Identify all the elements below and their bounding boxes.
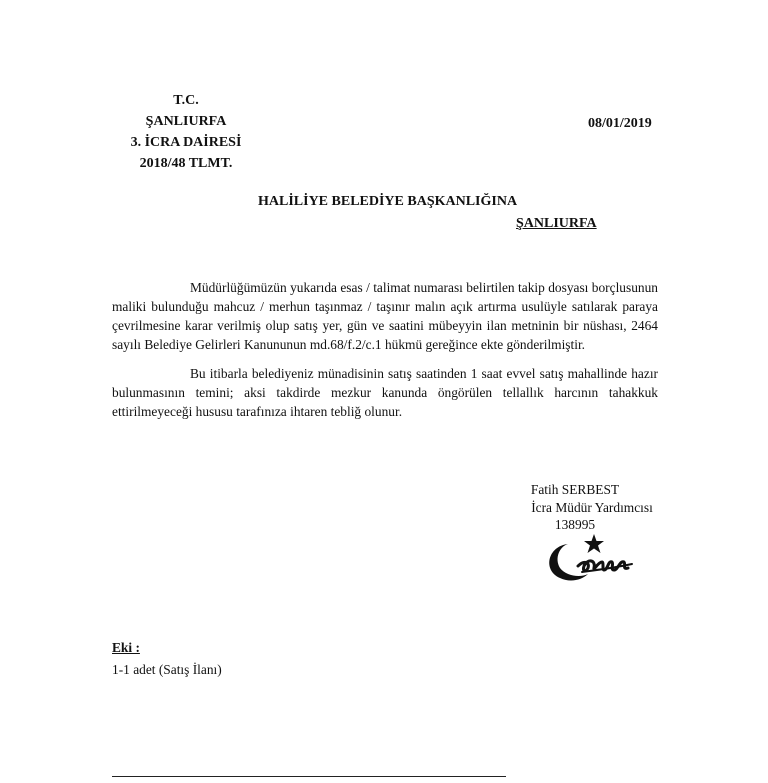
document-date: 08/01/2019 xyxy=(588,116,652,131)
signatory-registry-number: 138995 xyxy=(554,517,596,532)
recipient-name: HALİLİYE BELEDİYE BAŞKANLIĞINA xyxy=(258,194,518,209)
attachments-label: Eki : xyxy=(112,640,140,655)
body-paragraph-2 xyxy=(112,364,658,421)
footer-divider xyxy=(112,776,506,777)
header-office: 3. İCRA DAİRESİ xyxy=(130,135,242,150)
body-paragraph-2-text: Bu itibarla belediyeniz münadisinin satış saatinden 1 saat evvel satış mahallinde hazır bulunmasının temini; aksi takdirde mezkur kanunda öngörülen tellallık harcının tahakkuk ettirilmeyeceği hususu tarafınıza ihtaren tebliğ olunur. xyxy=(112,366,658,419)
body-paragraph-1-text: Müdürlüğümüzün yukarıda esas / talimat numarası belirtilen takip dosyası borçlusunun maliki bulunduğu mahcuz / merhun taşınmaz / taşınır malın açık artırma usulüyle satılarak paraya çevrilmesine karar verilmiş olup satış yer, gün ve saatini mübeyyin ilan metninin bir nüshası, 2464 sayılı Belediye Gelirleri Kanununun md.68/f.2/c.1 hükmü gereğince ekte gönderilmiştir. xyxy=(112,280,658,352)
header-tc: T.C. xyxy=(173,93,199,108)
signatory-name: Fatih SERBEST xyxy=(530,482,620,497)
body-paragraph-1 xyxy=(112,278,658,354)
recipient-city: ŞANLIURFA xyxy=(516,216,597,231)
header-file-number: 2018/48 TLMT. xyxy=(139,156,233,171)
attachment-item: 1-1 adet (Satış İlanı) xyxy=(112,662,222,677)
signatory-title: İcra Müdür Yardımcısı xyxy=(531,500,653,515)
header-city: ŞANLIURFA xyxy=(145,114,227,129)
e-signature-icon xyxy=(538,532,638,586)
